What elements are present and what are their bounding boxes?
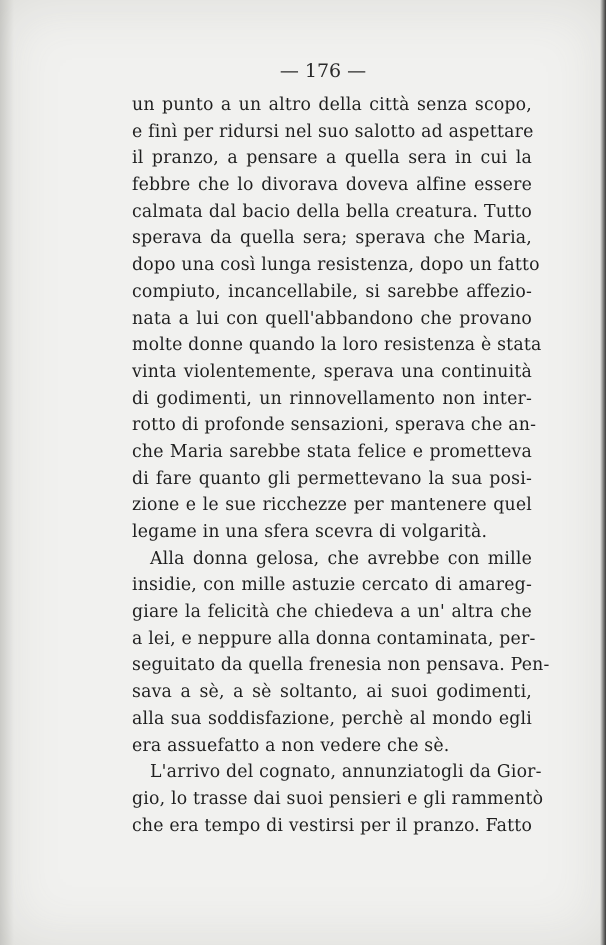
text-line: insidie, con mille astuzie cercato di amareg-	[132, 575, 532, 596]
text-line: sperava da quella sera; sperava che Maria,	[132, 228, 532, 249]
text-line: dopo una così lunga resistenza, dopo un fatto	[132, 255, 540, 276]
body-text	[132, 92, 550, 839]
text-line: e finì per ridursi nel suo salotto ad aspettare	[132, 121, 534, 142]
text-line: molte donne quando la loro resistenza è stata	[132, 335, 542, 356]
text-line: rotto di profonde sensazioni, sperava che an-	[132, 415, 537, 436]
text-line: febbre che lo divorava doveva alfine essere	[132, 175, 532, 196]
page-right-edge	[600, 0, 606, 945]
text-line: che era tempo di vestirsi per il pranzo. Fatto	[132, 815, 533, 836]
text-line: il pranzo, a pensare a quella sera in cui la	[132, 148, 532, 169]
text-line: giare la felicità che chiedeva a un' altra che	[132, 602, 532, 623]
text-line: alla sua soddisfazione, perchè al mondo egli	[132, 708, 532, 729]
text-line: gio, lo trasse dai suoi pensieri e gli rammentò	[132, 788, 544, 809]
text-line: di godimenti, un rinnovellamento non inter-	[132, 388, 532, 409]
page-number: — 176 —	[279, 60, 367, 82]
text-line: legame in una sfera scevra di volgarità.	[132, 522, 488, 542]
text-line: L'arrivo del cognato, annunziatogli da Gior-	[150, 762, 542, 783]
text-line: calmata dal bacio della bella creatura. Tutto	[132, 201, 532, 222]
text-line: compiuto, incancellabile, si sarebbe affezio-	[132, 281, 532, 302]
text-line: di fare quanto gli permettevano la sua posi-	[132, 468, 532, 489]
text-line: era assuefatto a non vedere che sè.	[132, 735, 450, 756]
text-line: che Maria sarebbe stata felice e prometteva	[132, 441, 532, 462]
text-line: nata a lui con quell'abbandono che provano	[132, 308, 532, 329]
text-line: a lei, e neppure alla donna contaminata, per-	[132, 628, 536, 649]
text-line: seguitato da quella frenesia non pensava. Pen-	[132, 655, 550, 676]
text-line: un punto a un altro della città senza scopo,	[132, 95, 532, 115]
text-line: vinta violentemente, sperava una continuità	[132, 361, 532, 382]
text-line: zione e le sue ricchezze per mantenere quel	[132, 495, 532, 516]
text-line: sava a sè, a sè soltanto, ai suoi godimenti,	[132, 682, 532, 703]
page-left-shadow	[0, 0, 14, 945]
text-line: Alla donna gelosa, che avrebbe con mille	[150, 548, 532, 569]
